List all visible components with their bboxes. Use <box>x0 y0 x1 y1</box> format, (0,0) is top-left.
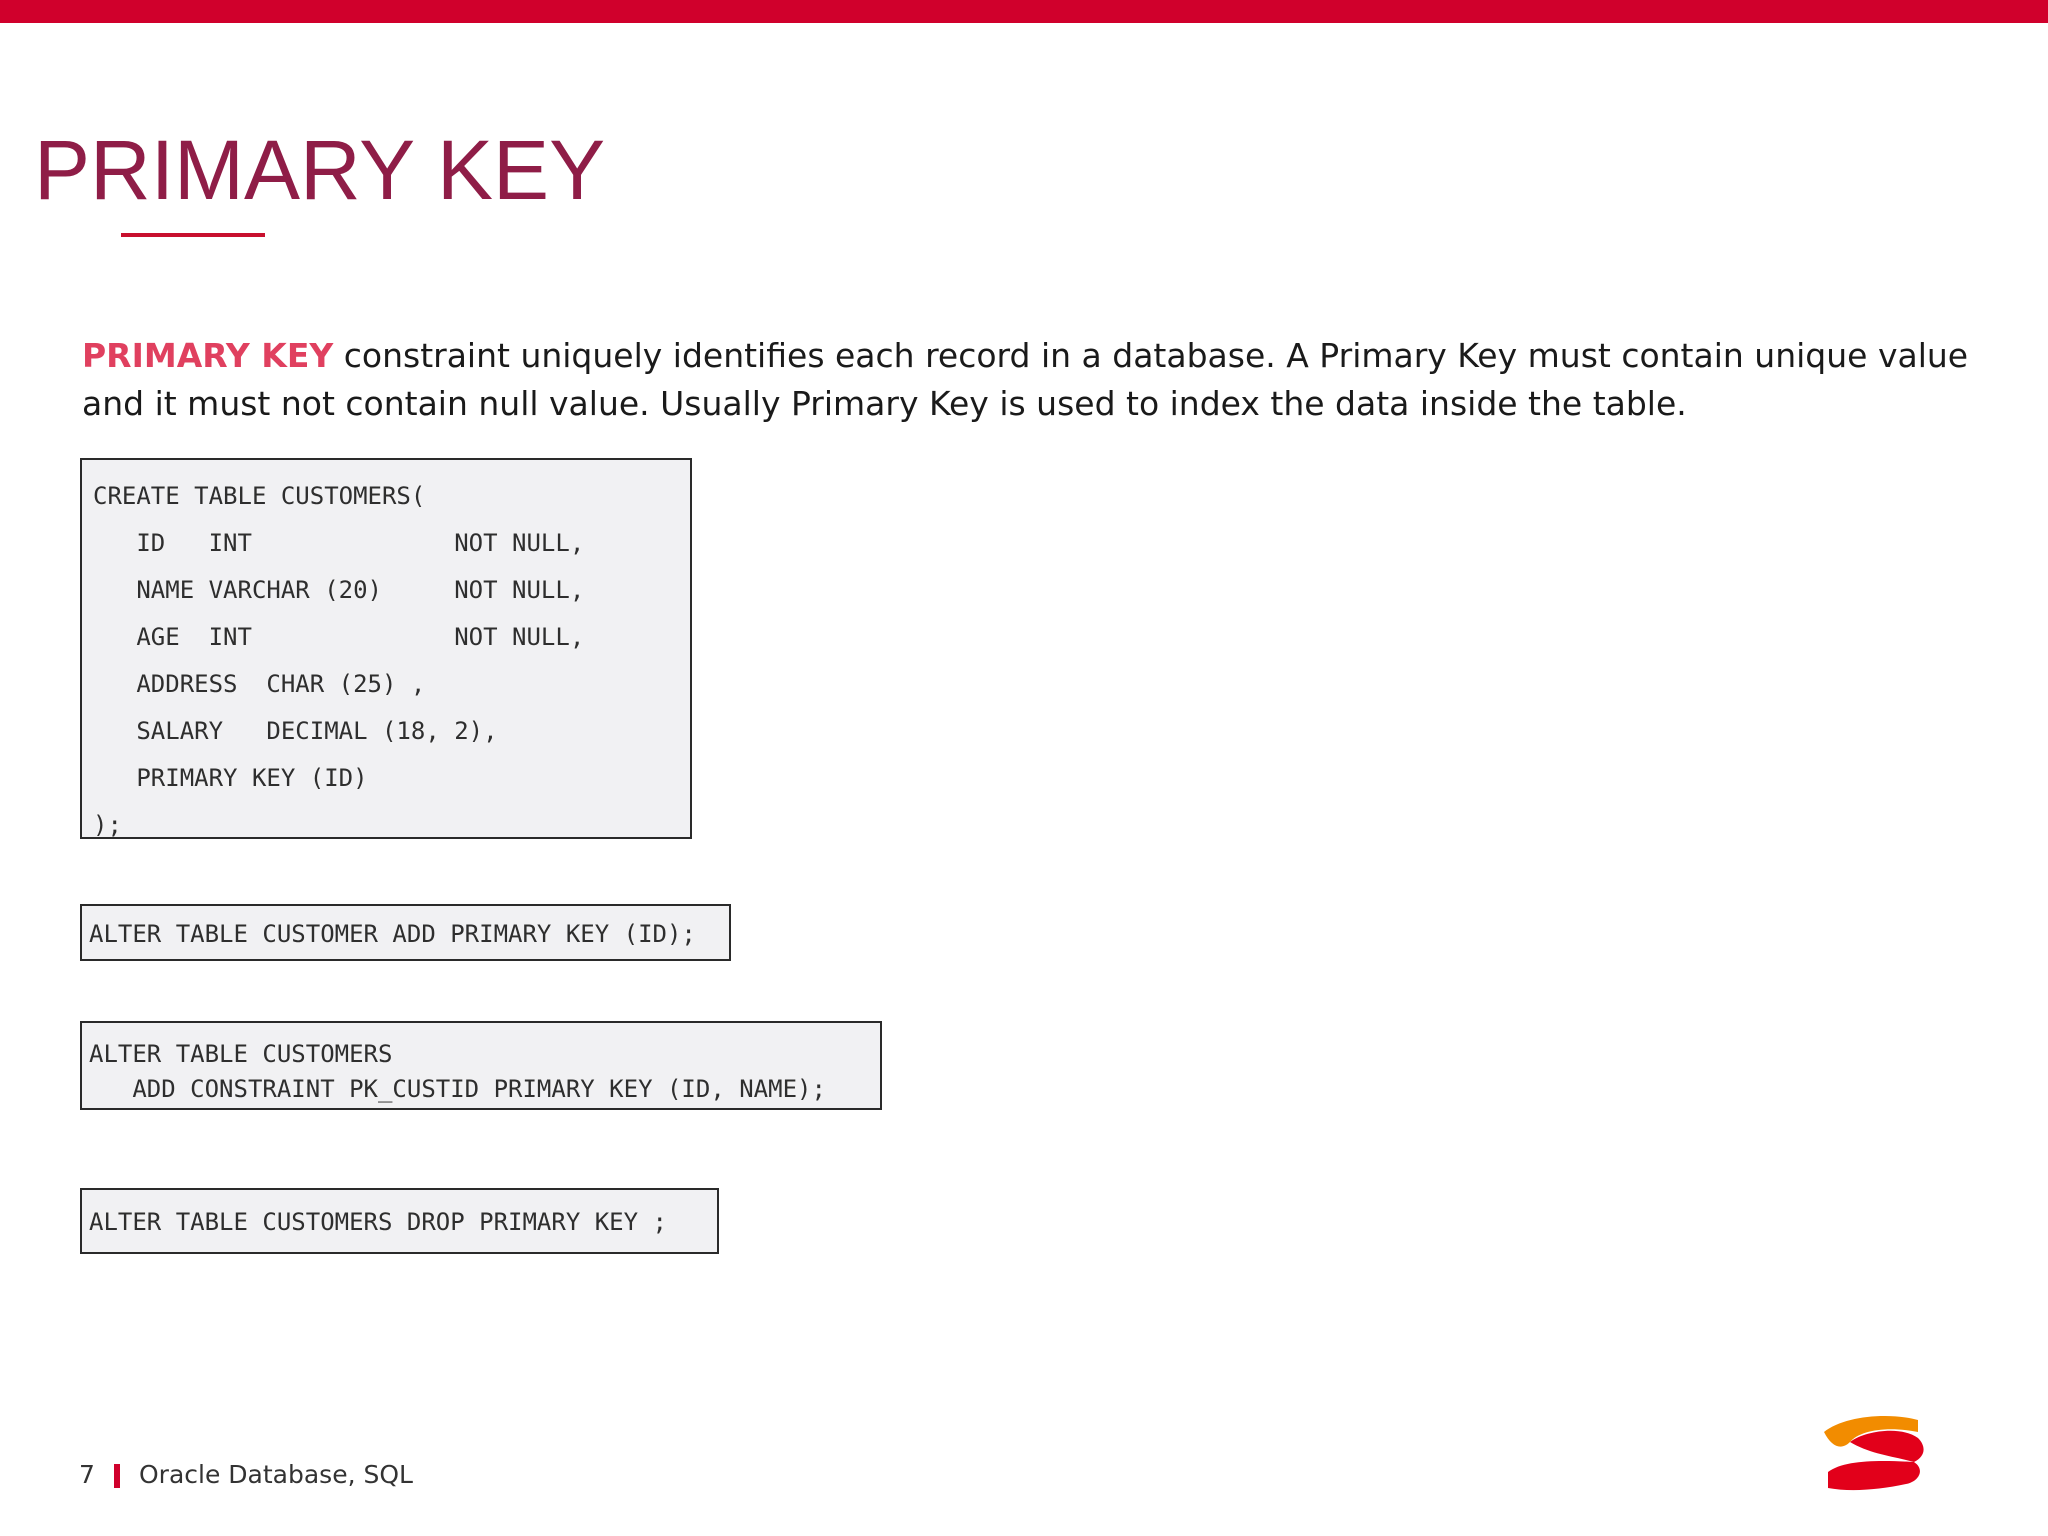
footer-label: Oracle Database, SQL <box>139 1460 413 1489</box>
footer-divider <box>114 1464 120 1488</box>
top-accent-bar <box>0 0 2048 23</box>
sopra-steria-logo-icon <box>1822 1412 1928 1492</box>
alter-add-constraint-code-block: ALTER TABLE CUSTOMERS ADD CONSTRAINT PK_CUSTID PRIMARY KEY (ID, NAME); <box>80 1021 882 1110</box>
create-table-code-block: CREATE TABLE CUSTOMERS( ID INT NOT NULL, NAME VARCHAR (20) NOT NULL, AGE INT NOT NULL, ADDRESS CHAR (25) , SALARY DECIMAL (18, 2), PRIMARY KEY (ID) ); <box>80 458 692 839</box>
description-paragraph <box>82 332 1982 428</box>
alter-add-primary-key-code-block: ALTER TABLE CUSTOMER ADD PRIMARY KEY (ID); <box>80 904 731 961</box>
logo-red-swoosh-bottom <box>1828 1461 1920 1490</box>
alter-drop-primary-key-code-block: ALTER TABLE CUSTOMERS DROP PRIMARY KEY ; <box>80 1188 719 1254</box>
slide-title: PRIMARY KEY <box>34 123 606 217</box>
description-highlight: PRIMARY KEY <box>82 336 334 375</box>
footer-page-number: 7 <box>79 1460 95 1489</box>
logo-red-swoosh-top <box>1850 1431 1924 1462</box>
description-text: constraint uniquely identifies each record in a database. A Primary Key must contain unique value and it must not contain null value. Usually Primary Key is used to index the data inside the table. <box>82 336 1969 423</box>
title-underline <box>121 233 265 237</box>
